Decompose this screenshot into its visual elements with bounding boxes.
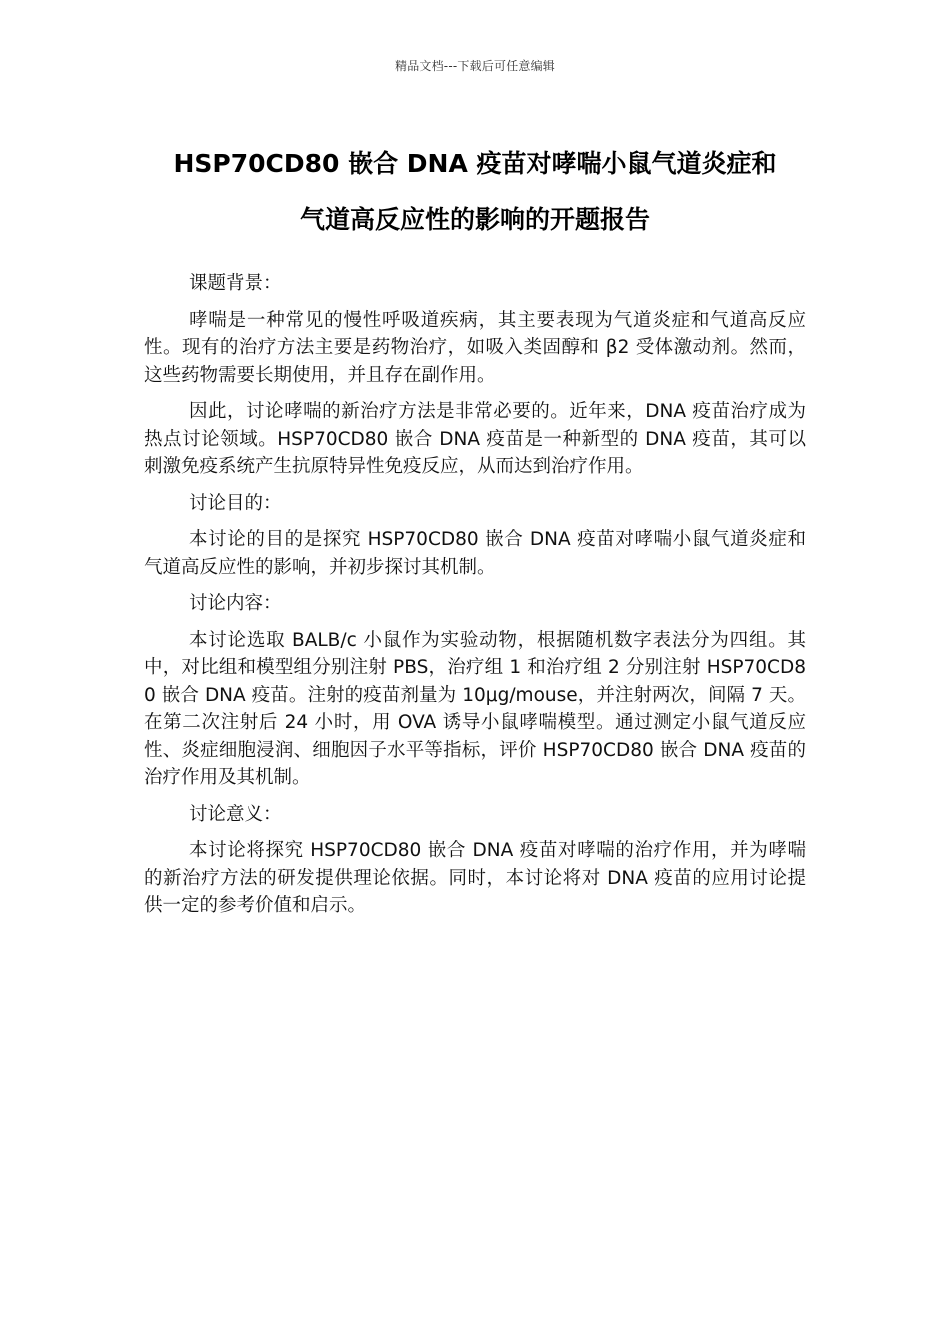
section-heading-content: 讨论内容： [189, 593, 282, 614]
title-line-2: 气道高反应性的影响的开题报告 [299, 205, 650, 234]
section-heading-purpose: 讨论目的： [189, 492, 282, 514]
background-paragraph-1: 哮喘是一种常见的慢性呼吸道疾病，其主要表现为气道炎症和气道高反应性。现有的治疗方法主要是药物治疗，如吸入类固醇和 β2 受体激动剂。然而，这些药物需要长期使用，并且存在副作用。 [144, 309, 806, 386]
significance-paragraph-1: 本讨论将探究 HSP70CD80 嵌合 DNA 疫苗对哮喘的治疗作用，并为哮喘的新治疗方法的研发提供理论依据。同时，本讨论将对 DNA 疫苗的应用讨论提供一定的参考价值和启示。 [144, 840, 806, 916]
section-heading-significance: 讨论意义： [189, 803, 282, 825]
document-body [144, 270, 806, 929]
title-line-1: HSP70CD80 嵌合 DNA 疫苗对哮喘小鼠气道炎症和 [173, 149, 777, 178]
header-note: 精品文档---下载后可任意编辑 [395, 59, 555, 73]
content-paragraph-1: 本讨论选取 BALB/c 小鼠作为实验动物，根据随机数字表法分为四组。其中，对比组和模型组分别注射 PBS，治疗组 1 和治疗组 2 分别注射 HSP70CD80 嵌合 DNA 疫苗。注射的疫苗剂量为 10μg/mouse，并注射两次，间隔 7 天。在第二次注射后 24 小时，用 OVA 诱导小鼠哮喘模型。通过测定小鼠气道反应性、炎症细胞浸润、细胞因子水平等指标，评价 HSP70CD80 嵌合 DNA 疫苗的治疗作用及其机制。 [144, 629, 806, 788]
section-heading-background: 课题背景： [189, 273, 282, 294]
background-paragraph-2: 因此，讨论哮喘的新治疗方法是非常必要的。近年来，DNA 疫苗治疗成为热点讨论领域。HSP70CD80 嵌合 DNA 疫苗是一种新型的 DNA 疫苗，其可以刺激免疫系统产生抗原特异性免疫反应，从而达到治疗作用。 [144, 401, 806, 477]
document-title [120, 136, 830, 248]
purpose-paragraph-1: 本讨论的目的是探究 HSP70CD80 嵌合 DNA 疫苗对哮喘小鼠气道炎症和气道高反应性的影响，并初步探讨其机制。 [144, 529, 806, 578]
